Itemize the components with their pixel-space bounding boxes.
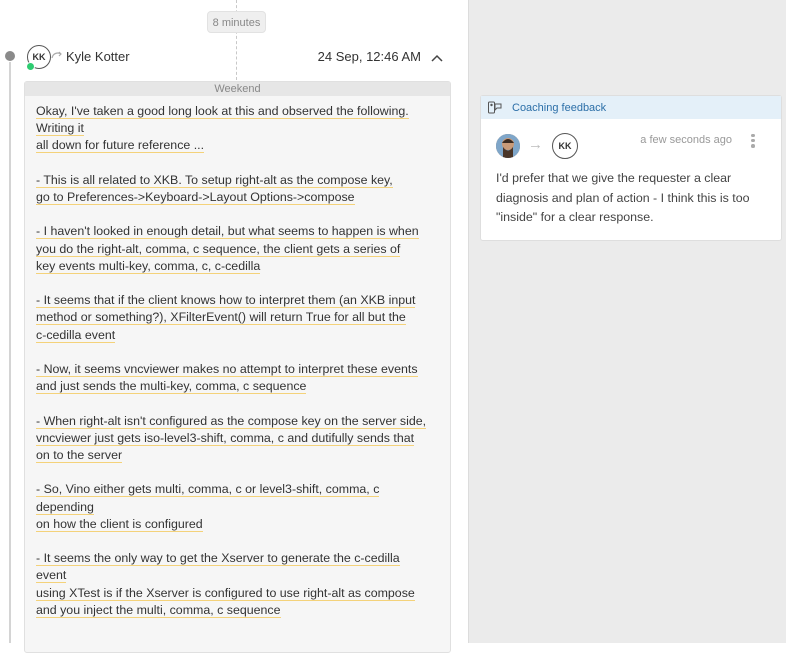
coaching-header [481,96,781,119]
collapse-chevron-up-icon[interactable] [429,50,445,66]
message-line-text: and just sends the multi-key, comma, c sequence [36,379,307,394]
coach-avatar[interactable] [496,134,520,158]
message-line [36,172,442,189]
message-line-text: vncviewer just gets iso-level3-shift, comma, c and dutifully sends that [36,430,415,445]
message-line [36,447,442,464]
message-line-text: c-cedilla event [36,327,116,342]
message-line [36,137,442,154]
message-line-text: - I haven't looked in enough detail, but what seems to happen is when [36,224,419,239]
message-line [36,585,442,602]
message-line [36,516,442,533]
message-line [36,344,442,361]
message-line-text: on how the client is configured [36,516,203,531]
arrow-right-icon: → [528,136,543,153]
message-line [36,481,442,498]
message-line [36,499,442,516]
message-line-text: go to Preferences->Keyboard->Layout Options->compose [36,190,355,204]
message-line [36,309,442,326]
coaching-title: Coaching feedback [512,101,607,114]
message-line-text: - So, Vino either gets multi, comma, c or level3-shift, comma, c [36,482,380,497]
kebab-menu-icon[interactable] [747,132,759,150]
coaching-icon [487,100,503,116]
author-avatar[interactable]: KK [27,45,51,69]
message-line [36,395,442,412]
message-line [36,103,442,120]
timeline-dot [5,51,15,61]
online-status-dot [26,62,35,71]
message-line [36,327,442,344]
message-line-text: using XTest is if the Xserver is configured to use right-alt as compose [36,585,415,600]
reply-arrow-icon [50,49,64,63]
duration-badge: 8 minutes [207,11,266,33]
message-line [36,550,442,567]
weekend-label: Weekend [25,82,450,96]
recipient-avatar[interactable]: KK [552,133,578,159]
message-line [36,533,442,550]
message-line-text: on to the server [36,447,123,462]
message-line [36,413,442,430]
coaching-time: a few seconds ago [640,134,732,146]
message-line-text: depending [36,499,94,514]
message-timestamp: 24 Sep, 12:46 AM [317,49,421,64]
message-line [36,189,442,206]
message-line [36,464,442,481]
message-line [36,258,442,275]
message-line-text: Okay, I've taken a good long look at this and observed the following. [36,104,409,118]
message-line-text: and you inject the multi, comma, c sequence [36,602,281,617]
message-line [36,567,442,584]
message-card [24,81,451,653]
message-line-text: - When right-alt isn't configured as the compose key on the server side, [36,413,427,428]
message-line-text: Writing it [36,121,84,136]
message-line-text: key events multi-key, comma, c, c-cedilla [36,258,261,273]
message-line [36,378,442,395]
message-line [36,155,442,172]
message-line-text: all down for future reference ... [36,138,205,153]
message-line [36,361,442,378]
timeline-line [9,62,11,643]
message-line-text: method or something?), XFilterEvent() will return True for all but the [36,310,406,325]
message-body [25,96,450,619]
message-line [36,120,442,137]
author-name: Kyle Kotter [66,49,130,64]
coaching-text: I'd prefer that we give the requester a clear diagnosis and plan of action - I think this is too "inside" for a clear response. [496,171,750,224]
message-line-text: - It seems that if the client knows how to interpret them (an XKB input [36,293,416,308]
message-line-text: event [36,568,67,583]
message-line [36,430,442,447]
message-line [36,275,442,292]
message-line [36,241,442,258]
message-line-text: you do the right-alt, comma, c sequence, the client gets a series of [36,241,401,256]
message-line [36,602,442,619]
message-line [36,206,442,223]
message-line-text: - This is all related to XKB. To setup right-alt as the compose key, [36,172,393,187]
coaching-feedback-card [480,95,782,241]
message-line [36,223,442,240]
message-line [36,292,442,309]
message-line-text: - Now, it seems vncviewer makes no attempt to interpret these events [36,361,418,376]
message-line-text: - It seems the only way to get the Xserver to generate the c-cedilla [36,551,400,566]
